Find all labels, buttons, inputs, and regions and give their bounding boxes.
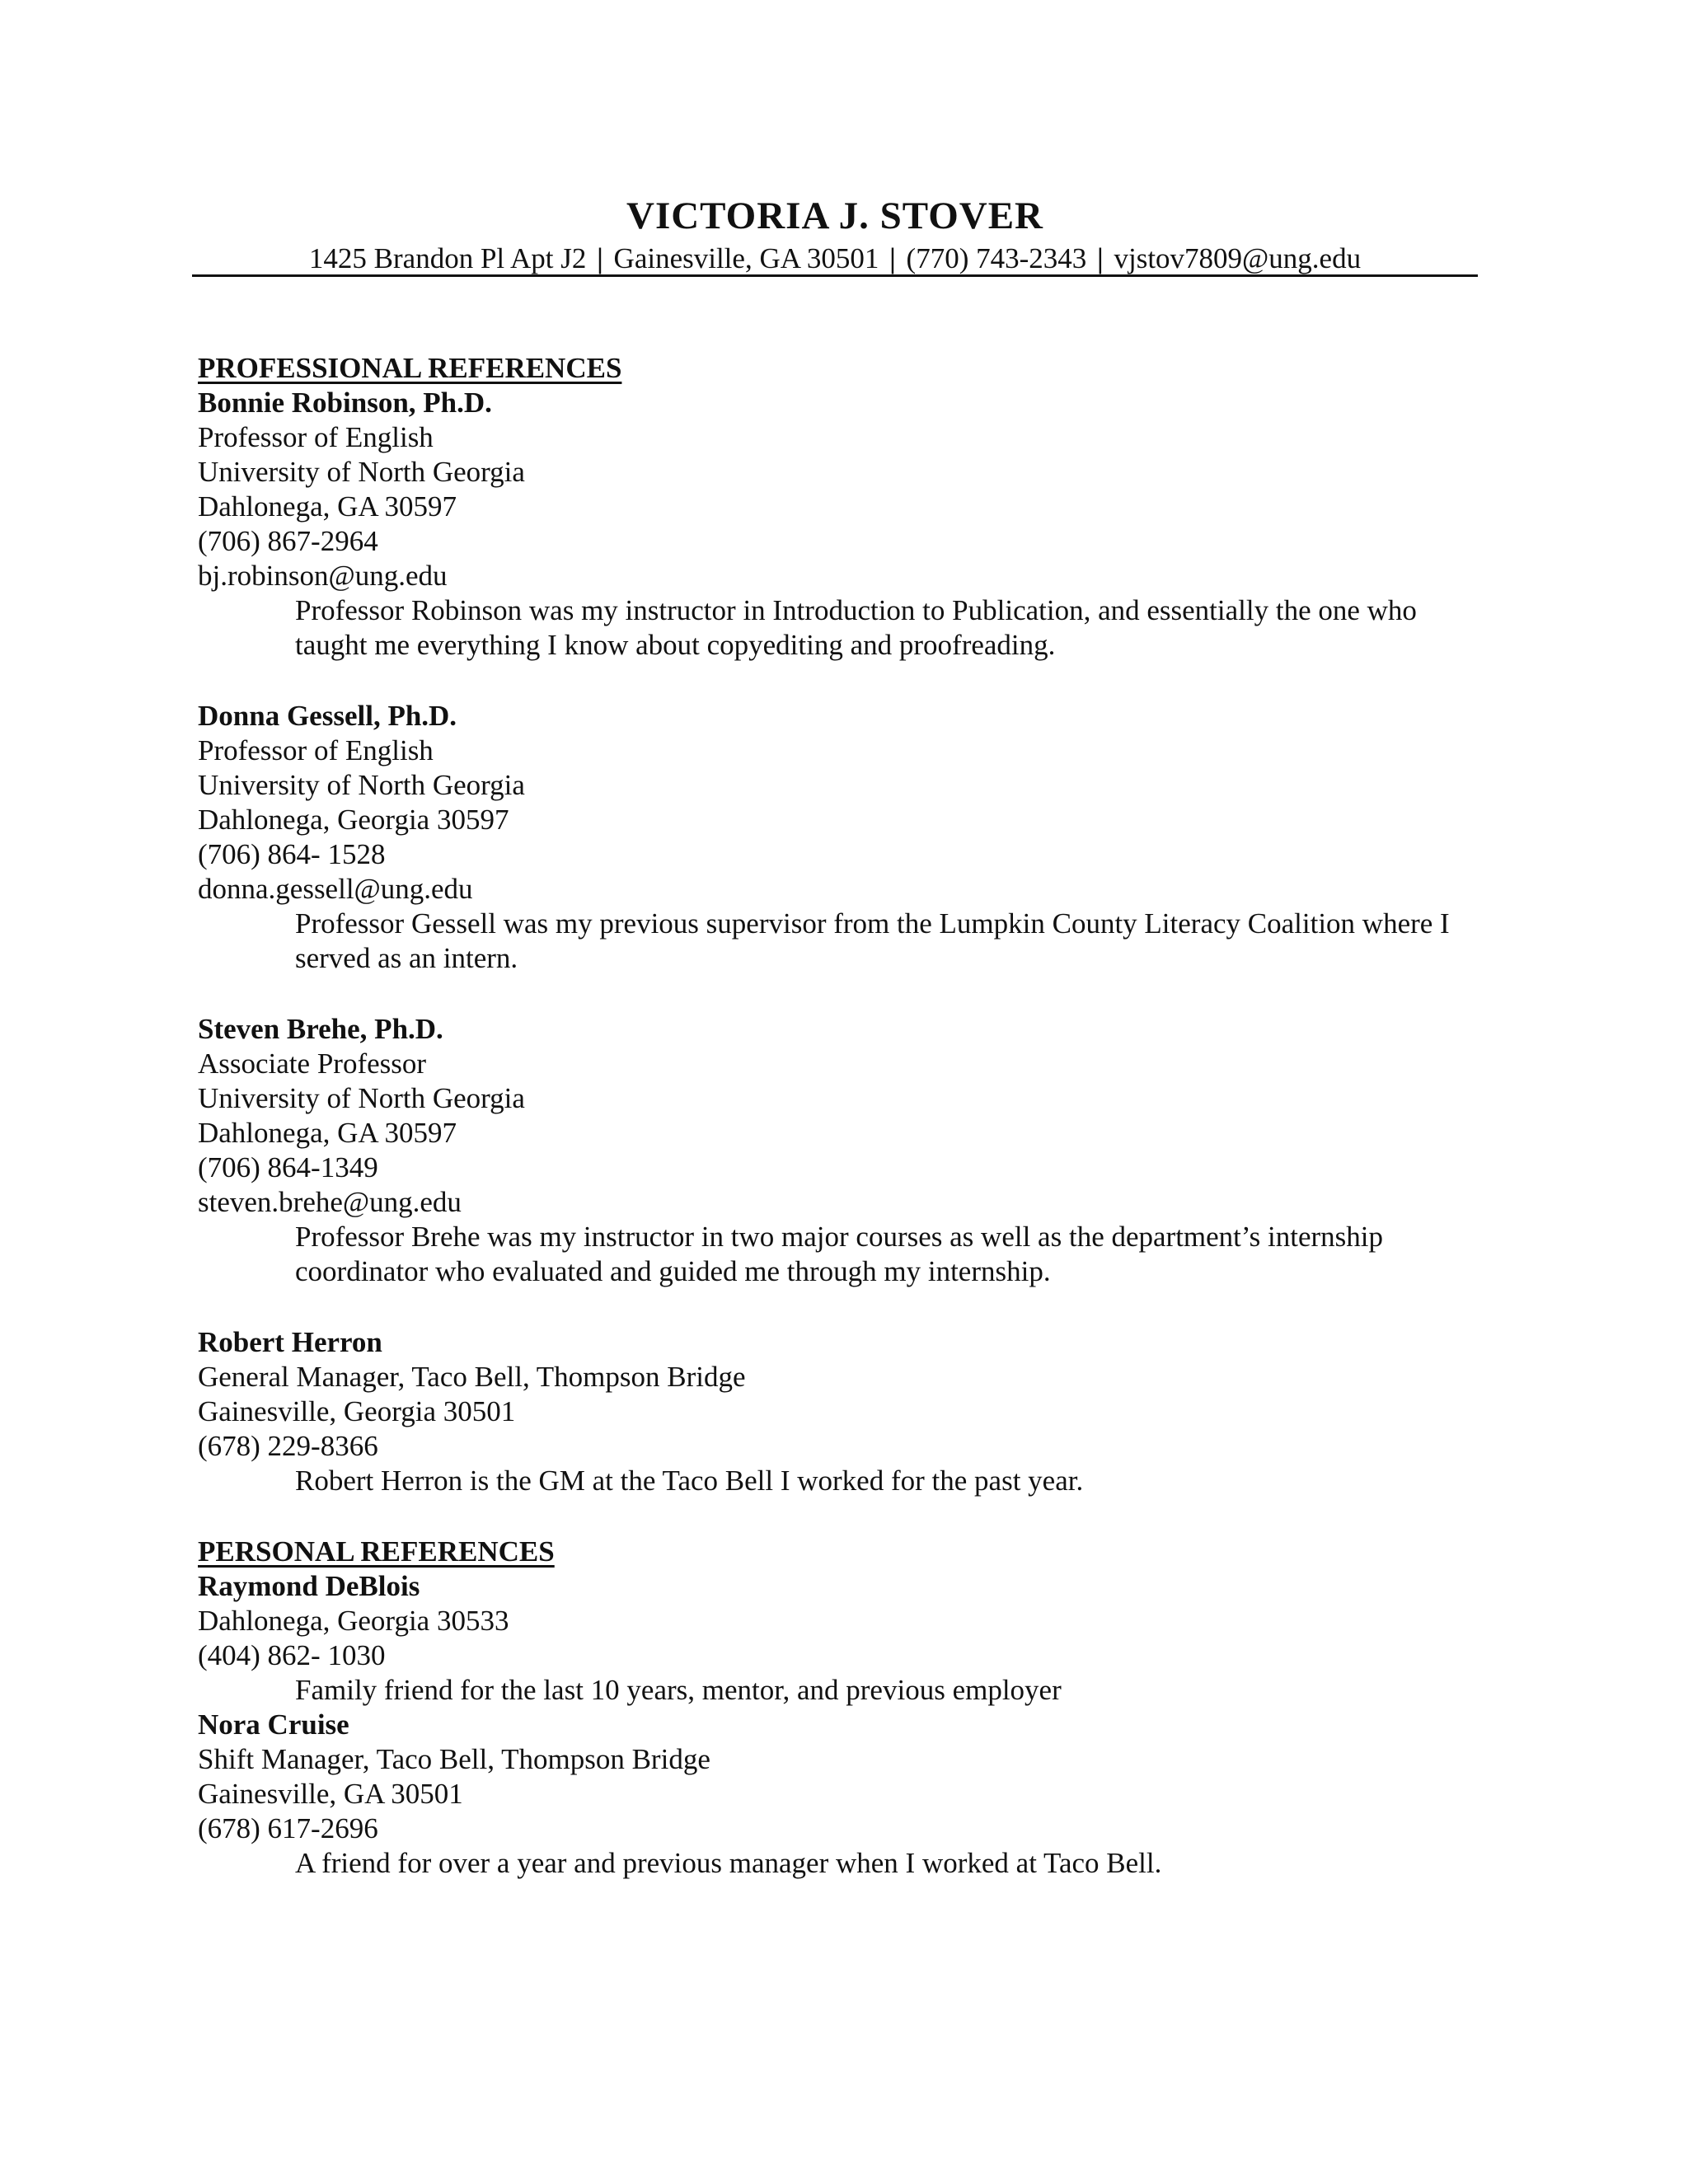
reference-phone: (706) 867-2964 — [198, 525, 378, 557]
reference-title: Professor of English — [198, 421, 434, 453]
reference-location: Dahlonega, GA 30597 — [198, 1117, 457, 1149]
reference-location: Dahlonega, Georgia 30597 — [198, 804, 509, 836]
reference-title: Shift Manager, Taco Bell, Thompson Bridge — [198, 1743, 710, 1775]
reference-title: Professor of English — [198, 734, 434, 766]
reference-location: Dahlonega, GA 30597 — [198, 490, 457, 523]
resume-header — [192, 191, 1478, 277]
reference-name: Raymond DeBlois — [198, 1570, 420, 1602]
contact-phone: (770) 743-2343 — [906, 242, 1087, 274]
reference-name: Robert Herron — [198, 1326, 382, 1358]
contact-separator: | — [889, 242, 896, 274]
contact-line — [192, 241, 1478, 277]
reference-location: Gainesville, GA 30501 — [198, 1778, 463, 1810]
reference-name: Bonnie Robinson, Ph.D. — [198, 387, 492, 419]
reference-organization: University of North Georgia — [198, 769, 525, 801]
reference-phone: (678) 617-2696 — [198, 1812, 378, 1844]
reference-description: Family friend for the last 10 years, mentor, and previous employer — [295, 1674, 1062, 1706]
contact-address: 1425 Brandon Pl Apt J2 — [308, 242, 587, 274]
reference-description: Professor Robinson was my instructor in Introduction to Publication, and essentially the one who taught me everything I know about copyediting and proofreading. — [295, 594, 1417, 661]
reference-name: Nora Cruise — [198, 1708, 349, 1741]
reference-location: Gainesville, Georgia 30501 — [198, 1395, 516, 1427]
header-divider — [192, 274, 1478, 277]
reference-phone: (706) 864-1349 — [198, 1151, 378, 1183]
contact-separator: | — [597, 242, 603, 274]
reference-entry — [198, 1325, 1484, 1498]
reference-entry — [198, 1012, 1484, 1289]
reference-location: Dahlonega, Georgia 30533 — [198, 1605, 509, 1637]
reference-phone: (706) 864- 1528 — [198, 838, 386, 870]
applicant-name: VICTORIA J. STOVER — [626, 194, 1043, 237]
personal-references-heading: PERSONAL REFERENCES — [198, 1535, 555, 1568]
reference-entry — [198, 699, 1484, 976]
reference-organization: University of North Georgia — [198, 456, 525, 488]
reference-name: Steven Brehe, Ph.D. — [198, 1013, 443, 1045]
reference-entry — [198, 1708, 1484, 1881]
reference-entry — [198, 1569, 1484, 1708]
reference-title: General Manager, Taco Bell, Thompson Bridge — [198, 1361, 746, 1393]
references-content — [198, 351, 1484, 1881]
reference-entry — [198, 386, 1484, 663]
reference-description: Robert Herron is the GM at the Taco Bell I worked for the past year. — [295, 1465, 1084, 1497]
contact-email: vjstov7809@ung.edu — [1114, 242, 1362, 274]
reference-organization: University of North Georgia — [198, 1082, 525, 1114]
reference-title: Associate Professor — [198, 1047, 427, 1080]
reference-phone: (678) 229-8366 — [198, 1430, 378, 1462]
reference-email: donna.gessell@ung.edu — [198, 873, 473, 905]
reference-description: Professor Gessell was my previous supervisor from the Lumpkin County Literacy Coalition where I served as an intern. — [295, 907, 1450, 974]
reference-email: steven.brehe@ung.edu — [198, 1186, 462, 1218]
professional-references-heading: PROFESSIONAL REFERENCES — [198, 352, 622, 384]
contact-separator: | — [1097, 242, 1104, 274]
reference-email: bj.robinson@ung.edu — [198, 560, 448, 592]
reference-phone: (404) 862- 1030 — [198, 1639, 386, 1671]
contact-city: Gainesville, GA 30501 — [613, 242, 879, 274]
reference-description: A friend for over a year and previous manager when I worked at Taco Bell. — [295, 1847, 1162, 1879]
reference-description: Professor Brehe was my instructor in two major courses as well as the department’s internship coordinator who evaluated and guided me through my internship. — [295, 1221, 1383, 1287]
reference-name: Donna Gessell, Ph.D. — [198, 700, 457, 732]
